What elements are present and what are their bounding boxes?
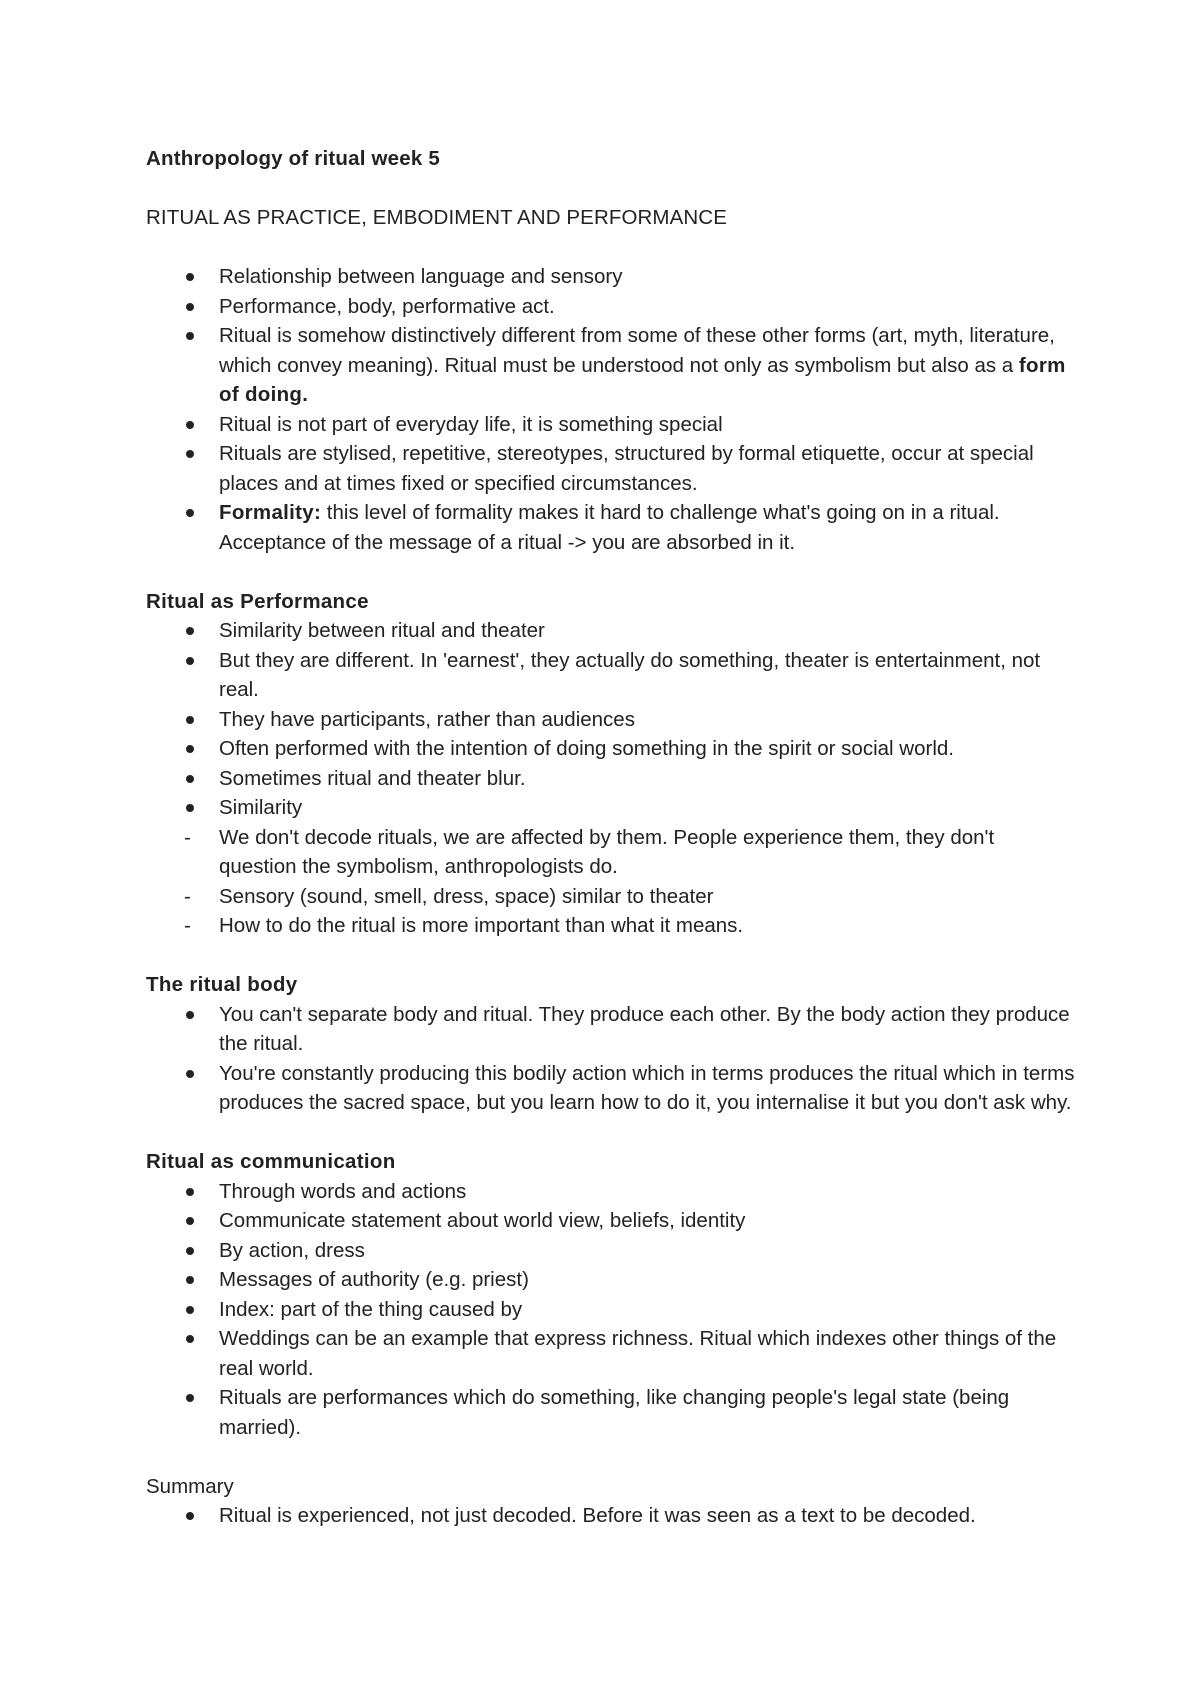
bullet-icon: [186, 627, 194, 635]
bullet-icon: [186, 1306, 194, 1314]
list-item: Messages of authority (e.g. priest): [146, 1265, 1076, 1295]
section-heading-summary: Summary: [146, 1474, 234, 1498]
bullet-icon: [186, 1247, 194, 1255]
list-item: Ritual is experienced, not just decoded. Before it was seen as a text to be decoded.: [146, 1501, 1076, 1531]
list-item: You can't separate body and ritual. They produce each other. By the body action they produce the ritual.: [146, 1000, 1076, 1059]
section-heading-body: The ritual body: [146, 973, 298, 996]
emphasis: Formality:: [219, 501, 322, 524]
document-title: Anthropology of ritual week 5: [146, 147, 440, 170]
dash-item: - Sensory (sound, smell, dress, space) similar to theater: [146, 882, 1076, 912]
performance-list: [146, 616, 1076, 941]
dash-marker: -: [184, 884, 191, 908]
list-item: But they are different. In 'earnest', they actually do something, theater is entertainment, not real.: [146, 646, 1076, 705]
bullet-icon: [186, 450, 194, 458]
bullet-icon: [186, 1512, 194, 1520]
bullet-icon: [186, 303, 194, 311]
bullet-icon: [186, 332, 194, 340]
bullet-icon: [186, 745, 194, 753]
summary-list: [146, 1501, 1076, 1531]
emphasis: form of doing.: [219, 353, 1066, 406]
list-item: Relationship between language and sensory: [146, 262, 1076, 292]
bullet-icon: [186, 804, 194, 812]
list-item: Similarity between ritual and theater: [146, 616, 1076, 646]
document-body: [146, 144, 1076, 1560]
intro-list: [146, 262, 1076, 557]
document-subtitle: RITUAL AS PRACTICE, EMBODIMENT AND PERFORMANCE: [146, 206, 727, 229]
bullet-icon: [186, 775, 194, 783]
list-item: By action, dress: [146, 1236, 1076, 1266]
bullet-icon: [186, 1335, 194, 1343]
body-list: [146, 1000, 1076, 1118]
list-item: Ritual is somehow distinctively different from some of these other forms (art, myth, literature, which convey meaning). Ritual must be understood not only as symbolism but also as a form of doing.: [146, 321, 1076, 410]
section-heading-communication: Ritual as communication: [146, 1150, 396, 1173]
list-item: Sometimes ritual and theater blur.: [146, 764, 1076, 794]
list-item: Formality: this level of formality makes it hard to challenge what's going on in a ritual. Acceptance of the message of a ritual -> you are absorbed in it.: [146, 498, 1076, 557]
section-heading-performance: Ritual as Performance: [146, 589, 369, 613]
list-item: Index: part of the thing caused by: [146, 1295, 1076, 1325]
list-item: You're constantly producing this bodily action which in terms produces the ritual which in terms produces the sacred space, but you learn how to do it, you internalise it but you don't ask why.: [146, 1059, 1076, 1118]
dash-item: - We don't decode rituals, we are affected by them. People experience them, they don't question the symbolism, anthropologists do.: [146, 823, 1076, 882]
list-item: Rituals are performances which do something, like changing people's legal state (being married).: [146, 1383, 1076, 1442]
list-item: Communicate statement about world view, beliefs, identity: [146, 1206, 1076, 1236]
list-item: Rituals are stylised, repetitive, stereotypes, structured by formal etiquette, occur at special places and at times fixed or specified circumstances.: [146, 439, 1076, 498]
bullet-icon: [186, 273, 194, 281]
bullet-icon: [186, 1217, 194, 1225]
bullet-icon: [186, 716, 194, 724]
list-item: They have participants, rather than audiences: [146, 705, 1076, 735]
bullet-icon: [186, 1394, 194, 1402]
list-item: Often performed with the intention of doing something in the spirit or social world.: [146, 734, 1076, 764]
communication-list: [146, 1177, 1076, 1443]
bullet-icon: [186, 1070, 194, 1078]
bullet-icon: [186, 657, 194, 665]
bullet-icon: [186, 421, 194, 429]
list-item: Similarity: [146, 793, 1076, 823]
dash-marker: -: [184, 914, 191, 937]
bullet-icon: [186, 1276, 194, 1284]
bullet-icon: [186, 1011, 194, 1019]
list-item: Weddings can be an example that express richness. Ritual which indexes other things of the real world.: [146, 1324, 1076, 1383]
list-item: Performance, body, performative act.: [146, 292, 1076, 322]
bullet-icon: [186, 509, 194, 517]
list-item: Through words and actions: [146, 1177, 1076, 1207]
dash-marker: -: [184, 825, 191, 849]
dash-item: - How to do the ritual is more important than what it means.: [146, 911, 1076, 941]
list-item: Ritual is not part of everyday life, it is something special: [146, 410, 1076, 440]
bullet-icon: [186, 1188, 194, 1196]
